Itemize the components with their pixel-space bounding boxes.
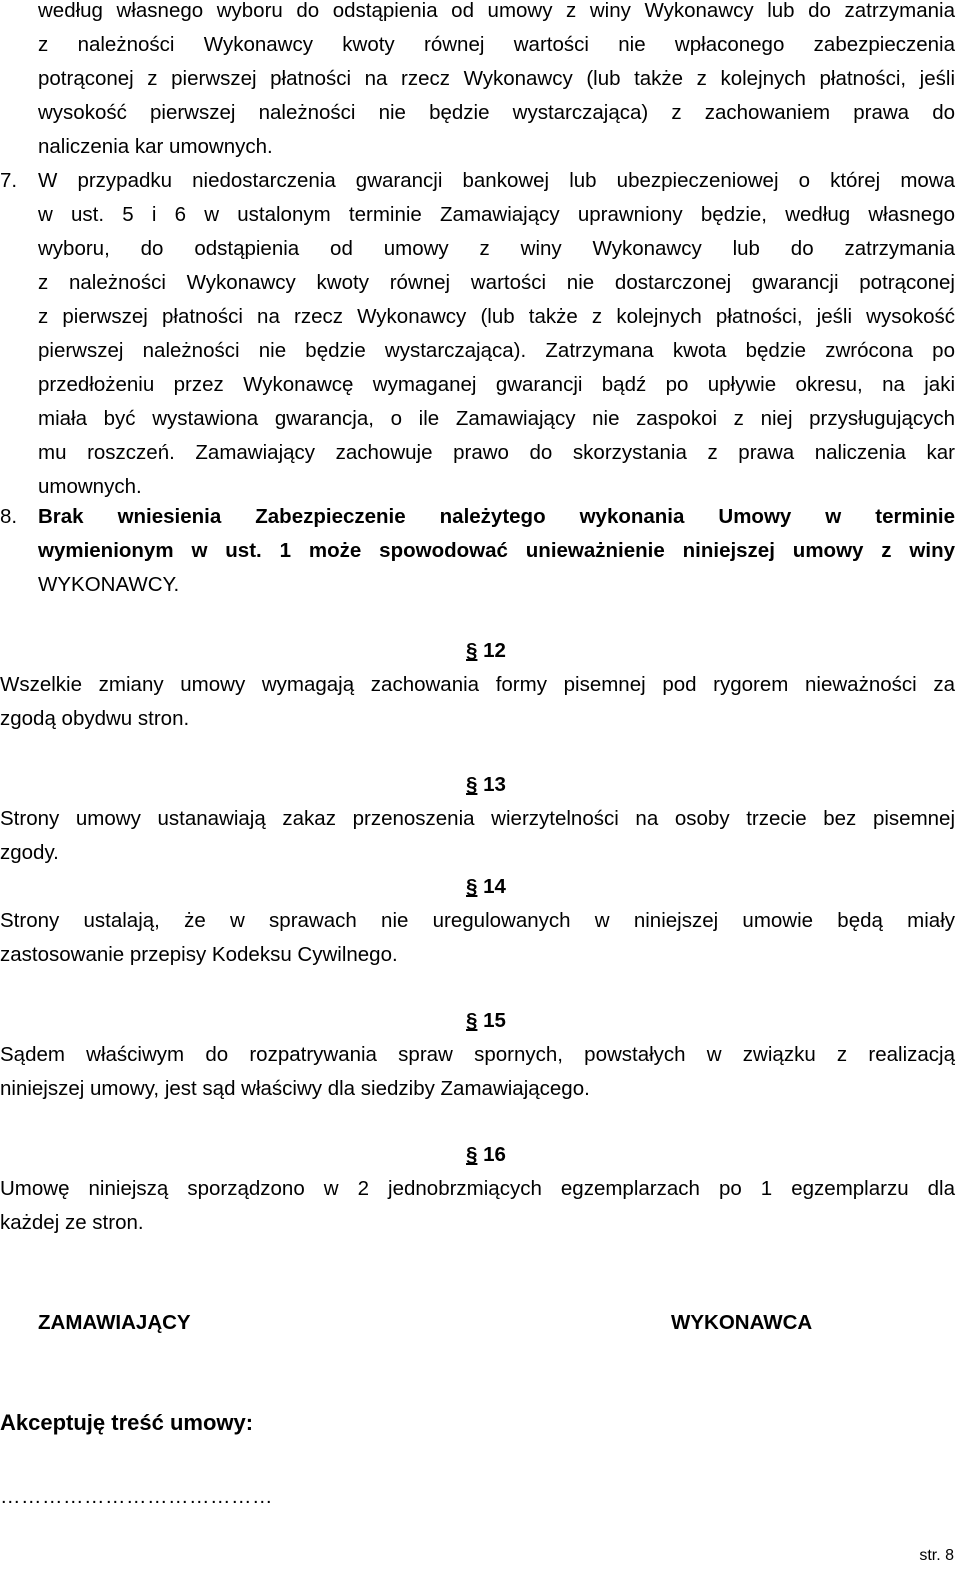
section-heading [0, 768, 960, 802]
item7-line: wyboru, do odstąpienia od umowy z winy Wykonawcy lub do zatrzymania [38, 237, 955, 260]
section-line: zastosowanie przepisy Kodeksu Cywilnego. [0, 943, 398, 966]
section-heading [0, 870, 960, 904]
section-line: zgody. [0, 841, 59, 864]
item7-line: W przypadku niedostarczenia gwarancji bankowej lub ubezpieczeniowej o której mowa [38, 169, 955, 192]
section-sign: § [466, 875, 478, 898]
item7-line: umownych. [38, 475, 142, 498]
section-line: Sądem właściwym do rozpatrywania spraw spornych, powstałych w związku z realizacją [0, 1043, 955, 1066]
paragraph-line: z należności Wykonawcy kwoty równej wartości nie wpłaconego zabezpieczenia [38, 33, 955, 56]
section-sign: § [466, 639, 478, 662]
section-line: Umowę niniejszą sporządzono w 2 jednobrzmiących egzemplarzach po 1 egzemplarzu dla [0, 1177, 955, 1200]
section-line: Strony umowy ustanawiają zakaz przenoszenia wierzytelności na osoby trzecie bez pisemnej [0, 807, 955, 830]
section-line: każdej ze stron. [0, 1211, 144, 1234]
acceptance-label: Akceptuję treść umowy: [0, 1410, 254, 1435]
item8-line: Brak wniesienia Zabezpieczenie należytego wykonania Umowy w terminie [38, 505, 955, 528]
section-heading [0, 1138, 960, 1172]
section-line: Wszelkie zmiany umowy wymagają zachowania formy pisemnej pod rygorem nieważności za [0, 673, 955, 696]
section-number: 15 [483, 1009, 506, 1032]
section-sign: § [466, 773, 478, 796]
section-line: zgodą obydwu stron. [0, 707, 190, 730]
item7-line: pierwszej należności nie będzie wystarczająca). Zatrzymana kwota będzie zwrócona po [38, 339, 955, 362]
section-number: 12 [483, 639, 506, 662]
section-heading [0, 634, 960, 668]
paragraph-line: potrąconej z pierwszej płatności na rzecz Wykonawcy (lub także z kolejnych płatności, jeśli [38, 67, 955, 90]
paragraph-line: wysokość pierwszej należności nie będzie wystarczająca) z zachowaniem prawa do [38, 101, 955, 124]
item7-line: przedłożeniu przez Wykonawcę wymaganej gwarancji bądź po upływie okresu, na jaki [38, 373, 955, 396]
paragraph-line: według własnego wyboru do odstąpienia od umowy z winy Wykonawcy lub do zatrzymania [38, 0, 955, 22]
item7-line: z pierwszej płatności na rzecz Wykonawcy (lub także z kolejnych płatności, jeśli wysokość [38, 305, 955, 328]
section-line: Strony ustalają, że w sprawach nie uregulowanych w niniejszej umowie będą miały [0, 909, 955, 932]
section-sign: § [466, 1009, 478, 1032]
section-number: 14 [483, 875, 506, 898]
item7-line: w ust. 5 i 6 w ustalonym terminie Zamawiający uprawniony będzie, według własnego [38, 203, 955, 226]
item7-line: miała być wystawiona gwarancja, o ile Zamawiający nie zaspokoi z niej przysługujących [38, 407, 955, 430]
signature-zamawiajacy: ZAMAWIAJĄCY [38, 1311, 191, 1334]
section-number: 13 [483, 773, 506, 796]
paragraph-line: naliczenia kar umownych. [38, 135, 273, 158]
item8-line: WYKONAWCY. [38, 573, 180, 596]
section-sign: § [466, 1143, 478, 1166]
item-number: 8. [0, 505, 18, 528]
page-number: str. 8 [919, 1547, 954, 1564]
item7-line: mu roszczeń. Zamawiający zachowuje prawo do skorzystania z prawa naliczenia kar [38, 441, 955, 464]
section-line: niniejszej umowy, jest sąd właściwy dla siedziby Zamawiającego. [0, 1077, 590, 1100]
item7-line: z należności Wykonawcy kwoty równej wartości nie dostarczonej gwarancji potrąconej [38, 271, 955, 294]
item8-line: wymienionym w ust. 1 może spowodować unieważnienie niniejszej umowy z winy [38, 539, 955, 562]
item-number: 7. [0, 169, 18, 192]
section-number: 16 [483, 1143, 506, 1166]
signature-wykonawca: WYKONAWCA [671, 1311, 813, 1334]
acceptance-dots: ………………………………… [0, 1485, 273, 1508]
section-heading [0, 1004, 960, 1038]
